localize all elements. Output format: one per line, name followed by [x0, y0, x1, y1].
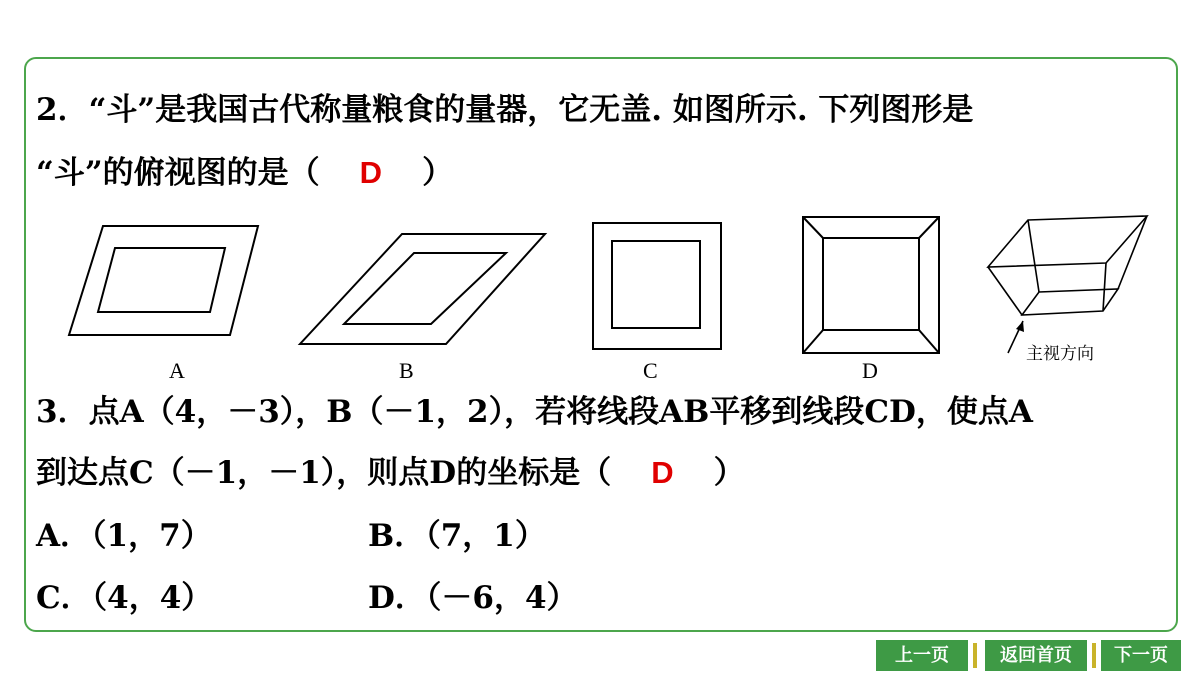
q3-line1: 3．点A（4，－3），B（－1，2），若将线段AB平移到线段CD，使点A [36, 394, 1033, 430]
q3-option-b: B．（7，1） [368, 518, 546, 554]
q3-option-a: A．（1，7） [36, 518, 212, 554]
q2-answer: D [359, 155, 383, 190]
q3-option-d: D．（－6，4） [368, 580, 578, 616]
q2-line1: 2．“斗”是我国古代称量粮食的量器，它无盖. 如图所示. 下列图形是 [36, 92, 974, 128]
q2-line2-suffix: ） [422, 155, 454, 191]
figure-a-label: A [169, 358, 185, 383]
nav-separator [1092, 643, 1096, 668]
q2-line2-prefix: “斗”的俯视图的是（ [36, 155, 320, 191]
nav-separator [973, 643, 977, 668]
home-button[interactable]: 返回首页 [985, 640, 1087, 671]
figure-c-label: C [643, 358, 658, 383]
q3-line2-suffix: ） [713, 455, 745, 491]
figure-b-label: B [399, 358, 414, 383]
q2-line2 [36, 153, 453, 193]
figure-d [799, 212, 943, 356]
figure-c [590, 212, 724, 352]
prev-page-button[interactable]: 上一页 [876, 640, 968, 671]
q3-line2-prefix: 到达点C（－1，－1），则点D的坐标是（ [36, 455, 612, 491]
next-page-button[interactable]: 下一页 [1101, 640, 1181, 671]
direction-label: 主视方向 [1026, 344, 1094, 364]
q3-line2 [36, 453, 745, 493]
figure-a [65, 212, 265, 342]
q3-option-c: C．（4，4） [36, 580, 213, 616]
figure-b [296, 212, 548, 352]
figure-d-label: D [862, 358, 878, 383]
q3-answer: D [651, 455, 674, 490]
